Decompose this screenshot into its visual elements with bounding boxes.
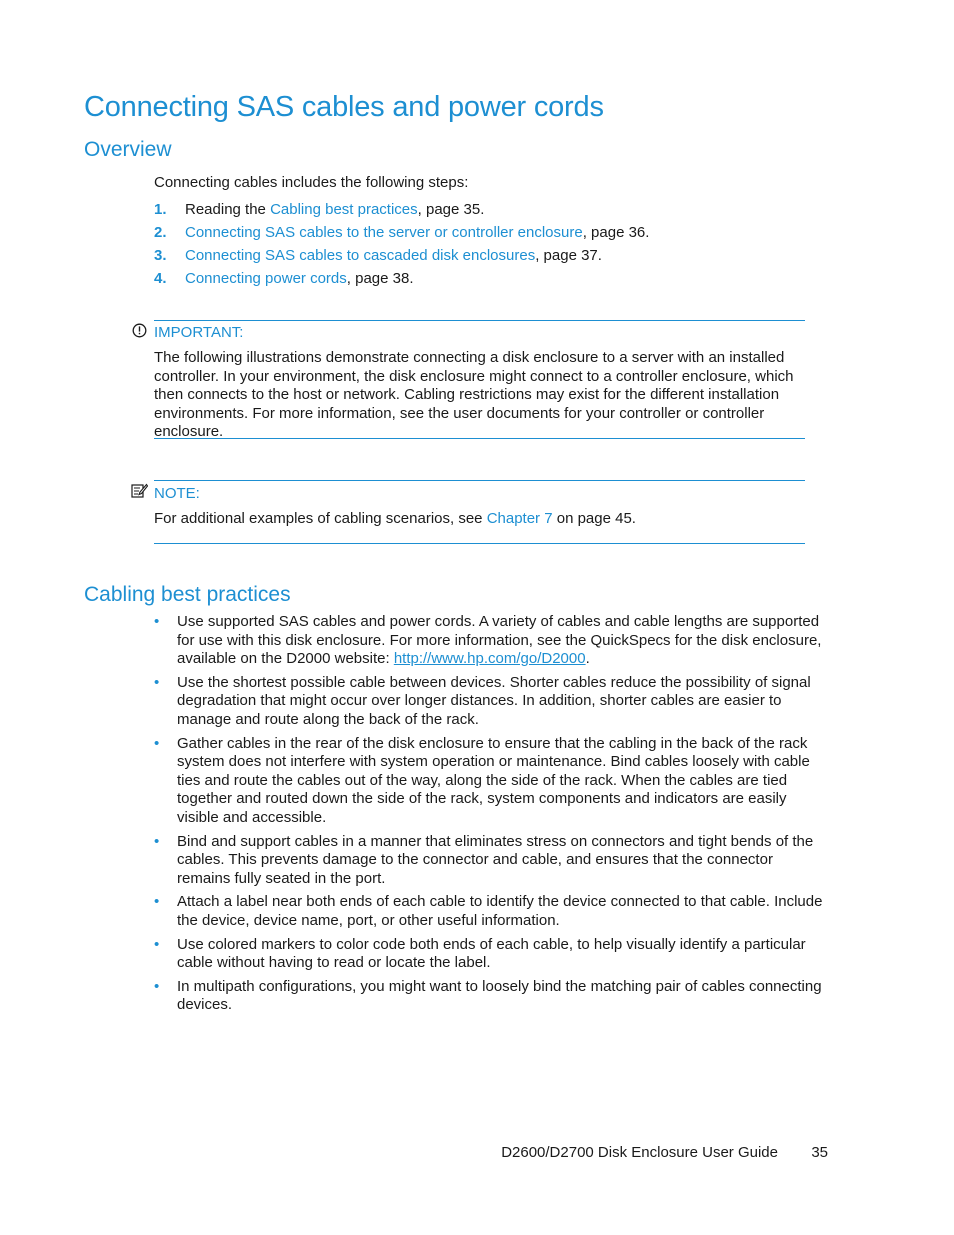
important-text: The following illustrations demonstrate connecting a disk enclosure to a server with an installed controller. In your environment, the disk enclosure might connect to a controller enclosure, which then connects to the host or network. Cabling restrictions may exist for the different installation environments. For more information, see the user documents for your controller or controller enclosure. xyxy=(154,349,794,440)
bullet-icon: • xyxy=(154,613,160,630)
note-text-after: on page 45. xyxy=(552,510,636,527)
exclamation-circle-icon xyxy=(132,323,147,343)
step-page: , page 36. xyxy=(582,224,650,241)
step-item xyxy=(154,224,814,247)
page-number: 35 xyxy=(811,1144,828,1161)
step-link-sas-cascaded[interactable]: Connecting SAS cables to cascaded disk enclosures xyxy=(185,247,536,264)
bullet-text: Gather cables in the rear of the disk enclosure to ensure that the cabling in the back of the rack system does not interfere with system operation or maintenance. Bind cables loosely with cable ties and route the cables out of the way, along the side of the rack. When the cables are tied together and routed down the side of the rack, system components and indicators are easily visible and accessible. xyxy=(177,734,810,826)
bullet-text-after: . xyxy=(585,650,590,668)
page-title: Connecting SAS cables and power cords xyxy=(84,91,604,124)
note-text xyxy=(154,510,636,529)
bullet-text: Attach a label near both ends of each cable to identify the device connected to that cable. Include the device, device name, port, or other useful information. xyxy=(177,893,823,929)
list-item xyxy=(154,735,830,828)
step-number: 3. xyxy=(154,247,167,264)
d2000-website-link[interactable]: http://www.hp.com/go/D2000 xyxy=(393,650,586,668)
step-page: , page 35. xyxy=(417,201,485,218)
steps-list xyxy=(154,201,814,293)
step-number: 1. xyxy=(154,201,167,218)
note-chapter-link[interactable]: Chapter 7 xyxy=(486,510,553,527)
bullet-icon: • xyxy=(154,734,160,752)
list-item xyxy=(154,613,830,669)
bullet-icon: • xyxy=(154,977,160,995)
step-link-sas-server[interactable]: Connecting SAS cables to the server or controller enclosure xyxy=(185,224,583,241)
best-practices-heading: Cabling best practices xyxy=(84,583,291,606)
bullet-text: Bind and support cables in a manner that eliminates stress on connectors and tight bends of the cables. This prevents damage to the connector and cable, and ensures that the connector remains fully seated in the port. xyxy=(177,832,814,887)
list-item xyxy=(154,936,830,973)
step-link-power-cords[interactable]: Connecting power cords xyxy=(185,270,347,287)
important-label: IMPORTANT: xyxy=(154,324,244,341)
step-item xyxy=(154,270,814,293)
step-number: 2. xyxy=(154,224,167,241)
best-practices-list xyxy=(154,613,830,1020)
list-item xyxy=(154,893,830,930)
step-page: , page 38. xyxy=(346,270,414,287)
step-text: Reading the xyxy=(185,201,271,218)
bullet-icon: • xyxy=(154,935,160,953)
note-text-before: For additional examples of cabling scenarios, see xyxy=(154,510,487,527)
bullet-text: Use colored markers to color code both ends of each cable, to help visually identify a particular cable without having to read or locate the label. xyxy=(177,935,806,972)
list-item xyxy=(154,674,830,730)
note-label: NOTE: xyxy=(154,485,200,502)
bullet-icon: • xyxy=(154,673,160,691)
footer-guide-title: D2600/D2700 Disk Enclosure User Guide xyxy=(501,1144,778,1161)
step-link-cabling-best-practices[interactable]: Cabling best practices xyxy=(270,201,418,218)
important-bottom-rule xyxy=(154,438,805,439)
bullet-text: In multipath configurations, you might want to loosely bind the matching pair of cables connecting devices. xyxy=(177,977,822,1014)
list-item xyxy=(154,833,830,889)
bullet-text: Use supported SAS cables and power cords. A variety of cables and cable lengths are supported for use with this disk enclosure. For more information, see the QuickSpecs for the disk enclosure, available on the D2000 website: xyxy=(177,613,822,668)
step-item xyxy=(154,201,814,224)
important-top-rule xyxy=(154,320,805,321)
bullet-icon: • xyxy=(154,832,160,850)
bullet-icon: • xyxy=(154,893,160,911)
note-pencil-icon xyxy=(131,483,148,504)
bullet-text: Use the shortest possible cable between devices. Shorter cables reduce the possibility of signal degradation that might occur over longer distances. In addition, shorter cables are easier to manage and route along the back of the rack. xyxy=(177,673,811,728)
overview-heading: Overview xyxy=(84,138,172,161)
step-item xyxy=(154,247,814,270)
note-bottom-rule xyxy=(154,543,805,544)
note-top-rule xyxy=(154,480,805,481)
step-number: 4. xyxy=(154,270,167,287)
list-item xyxy=(154,978,830,1015)
step-page: , page 37. xyxy=(535,247,602,264)
overview-intro: Connecting cables includes the following steps: xyxy=(154,174,469,191)
